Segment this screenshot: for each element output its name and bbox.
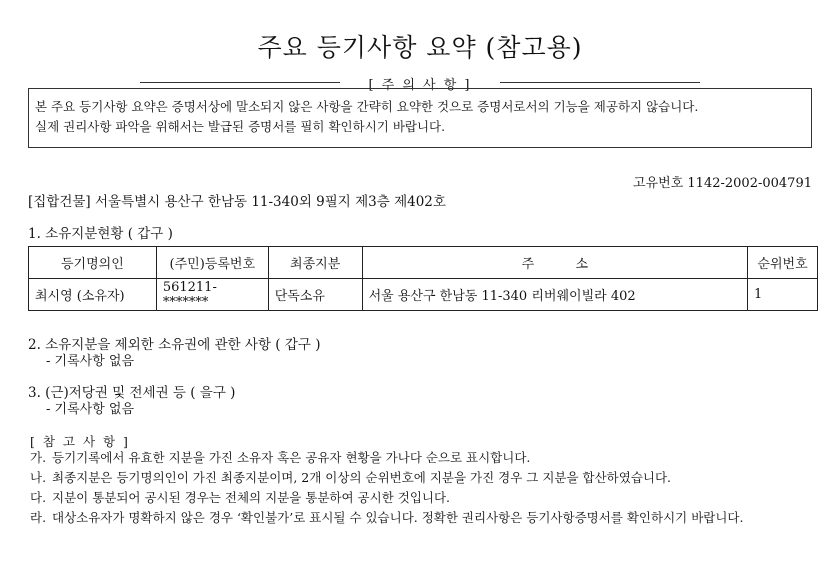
cell-owner: 최시영 (소유자) — [29, 279, 157, 311]
list-text: 지분이 통분되어 공시된 경우는 전체의 지분을 통분하여 공시한 것입니다. — [52, 490, 451, 505]
section3-content: - 기록사항 없음 — [46, 402, 135, 417]
cell-rank: 1 — [748, 279, 818, 311]
list-text: 등기기록에서 유효한 지분을 가진 소유자 혹은 공유자 현황을 가나다 순으로 표시합니다. — [52, 450, 531, 465]
document-title: 주요 등기사항 요약 (참고용) — [257, 33, 583, 62]
notice-line-1: 본 주요 등기사항 요약은 증명서상에 말소되지 않은 사항을 간략히 요약한 것으로 증명서로서의 기능을 제공하지 않습니다. — [35, 99, 699, 114]
reference-title: [ 참 고 사 항 ] — [30, 434, 130, 449]
list-item — [30, 488, 820, 508]
section3-title: 3. (근)저당권 및 전세권 등 ( 을구 ) — [28, 385, 236, 401]
reference-list — [30, 448, 820, 528]
list-marker: 라. — [30, 510, 47, 525]
cell-reg-number: 561211-******* — [156, 279, 268, 311]
cell-address: 서울 용산구 한남동 11-340 리버웨이빌라 402 — [362, 279, 747, 311]
header-address: 주 소 — [362, 247, 747, 279]
section1-title: 1. 소유지분현황 ( 갑구 ) — [28, 226, 173, 242]
property-address: [집합건물] 서울특별시 용산구 한남동 11-340외 9필지 제3층 제402호 — [28, 194, 446, 210]
notice-line-2: 실제 권리사항 파악을 위해서는 발급된 증명서를 필히 확인하시기 바랍니다. — [35, 119, 446, 134]
list-item — [30, 508, 820, 528]
table-row — [29, 279, 818, 311]
list-item — [30, 448, 820, 468]
list-marker: 나. — [30, 470, 47, 485]
list-text: 대상소유자가 명확하지 않은 경우 ‘확인불가’로 표시될 수 있습니다. 정확한 권리사항은 등기사항증명서를 확인하시기 바랍니다. — [52, 510, 744, 525]
section2-content: - 기록사항 없음 — [46, 354, 135, 369]
list-item — [30, 468, 820, 488]
list-marker: 다. — [30, 490, 47, 505]
header-rank: 순위번호 — [748, 247, 818, 279]
cell-share: 단독소유 — [268, 279, 362, 311]
notice-box — [28, 88, 812, 148]
list-text: 최종지분은 등기명의인이 가진 최종지분이며, 2개 이상의 순위번호에 지분을 가진 경우 그 지분을 합산하였습니다. — [52, 470, 672, 485]
unique-number: 고유번호 1142-2002-004791 — [633, 176, 812, 191]
header-reg-number: (주민)등록번호 — [156, 247, 268, 279]
notice-label: [ 주 의 사 항 ] — [362, 78, 477, 93]
header-share: 최종지분 — [268, 247, 362, 279]
ownership-table — [28, 246, 818, 311]
header-owner: 등기명의인 — [29, 247, 157, 279]
list-marker: 가. — [30, 450, 47, 465]
table-header-row — [29, 247, 818, 279]
section2-title: 2. 소유지분을 제외한 소유권에 관한 사항 ( 갑구 ) — [28, 337, 321, 353]
